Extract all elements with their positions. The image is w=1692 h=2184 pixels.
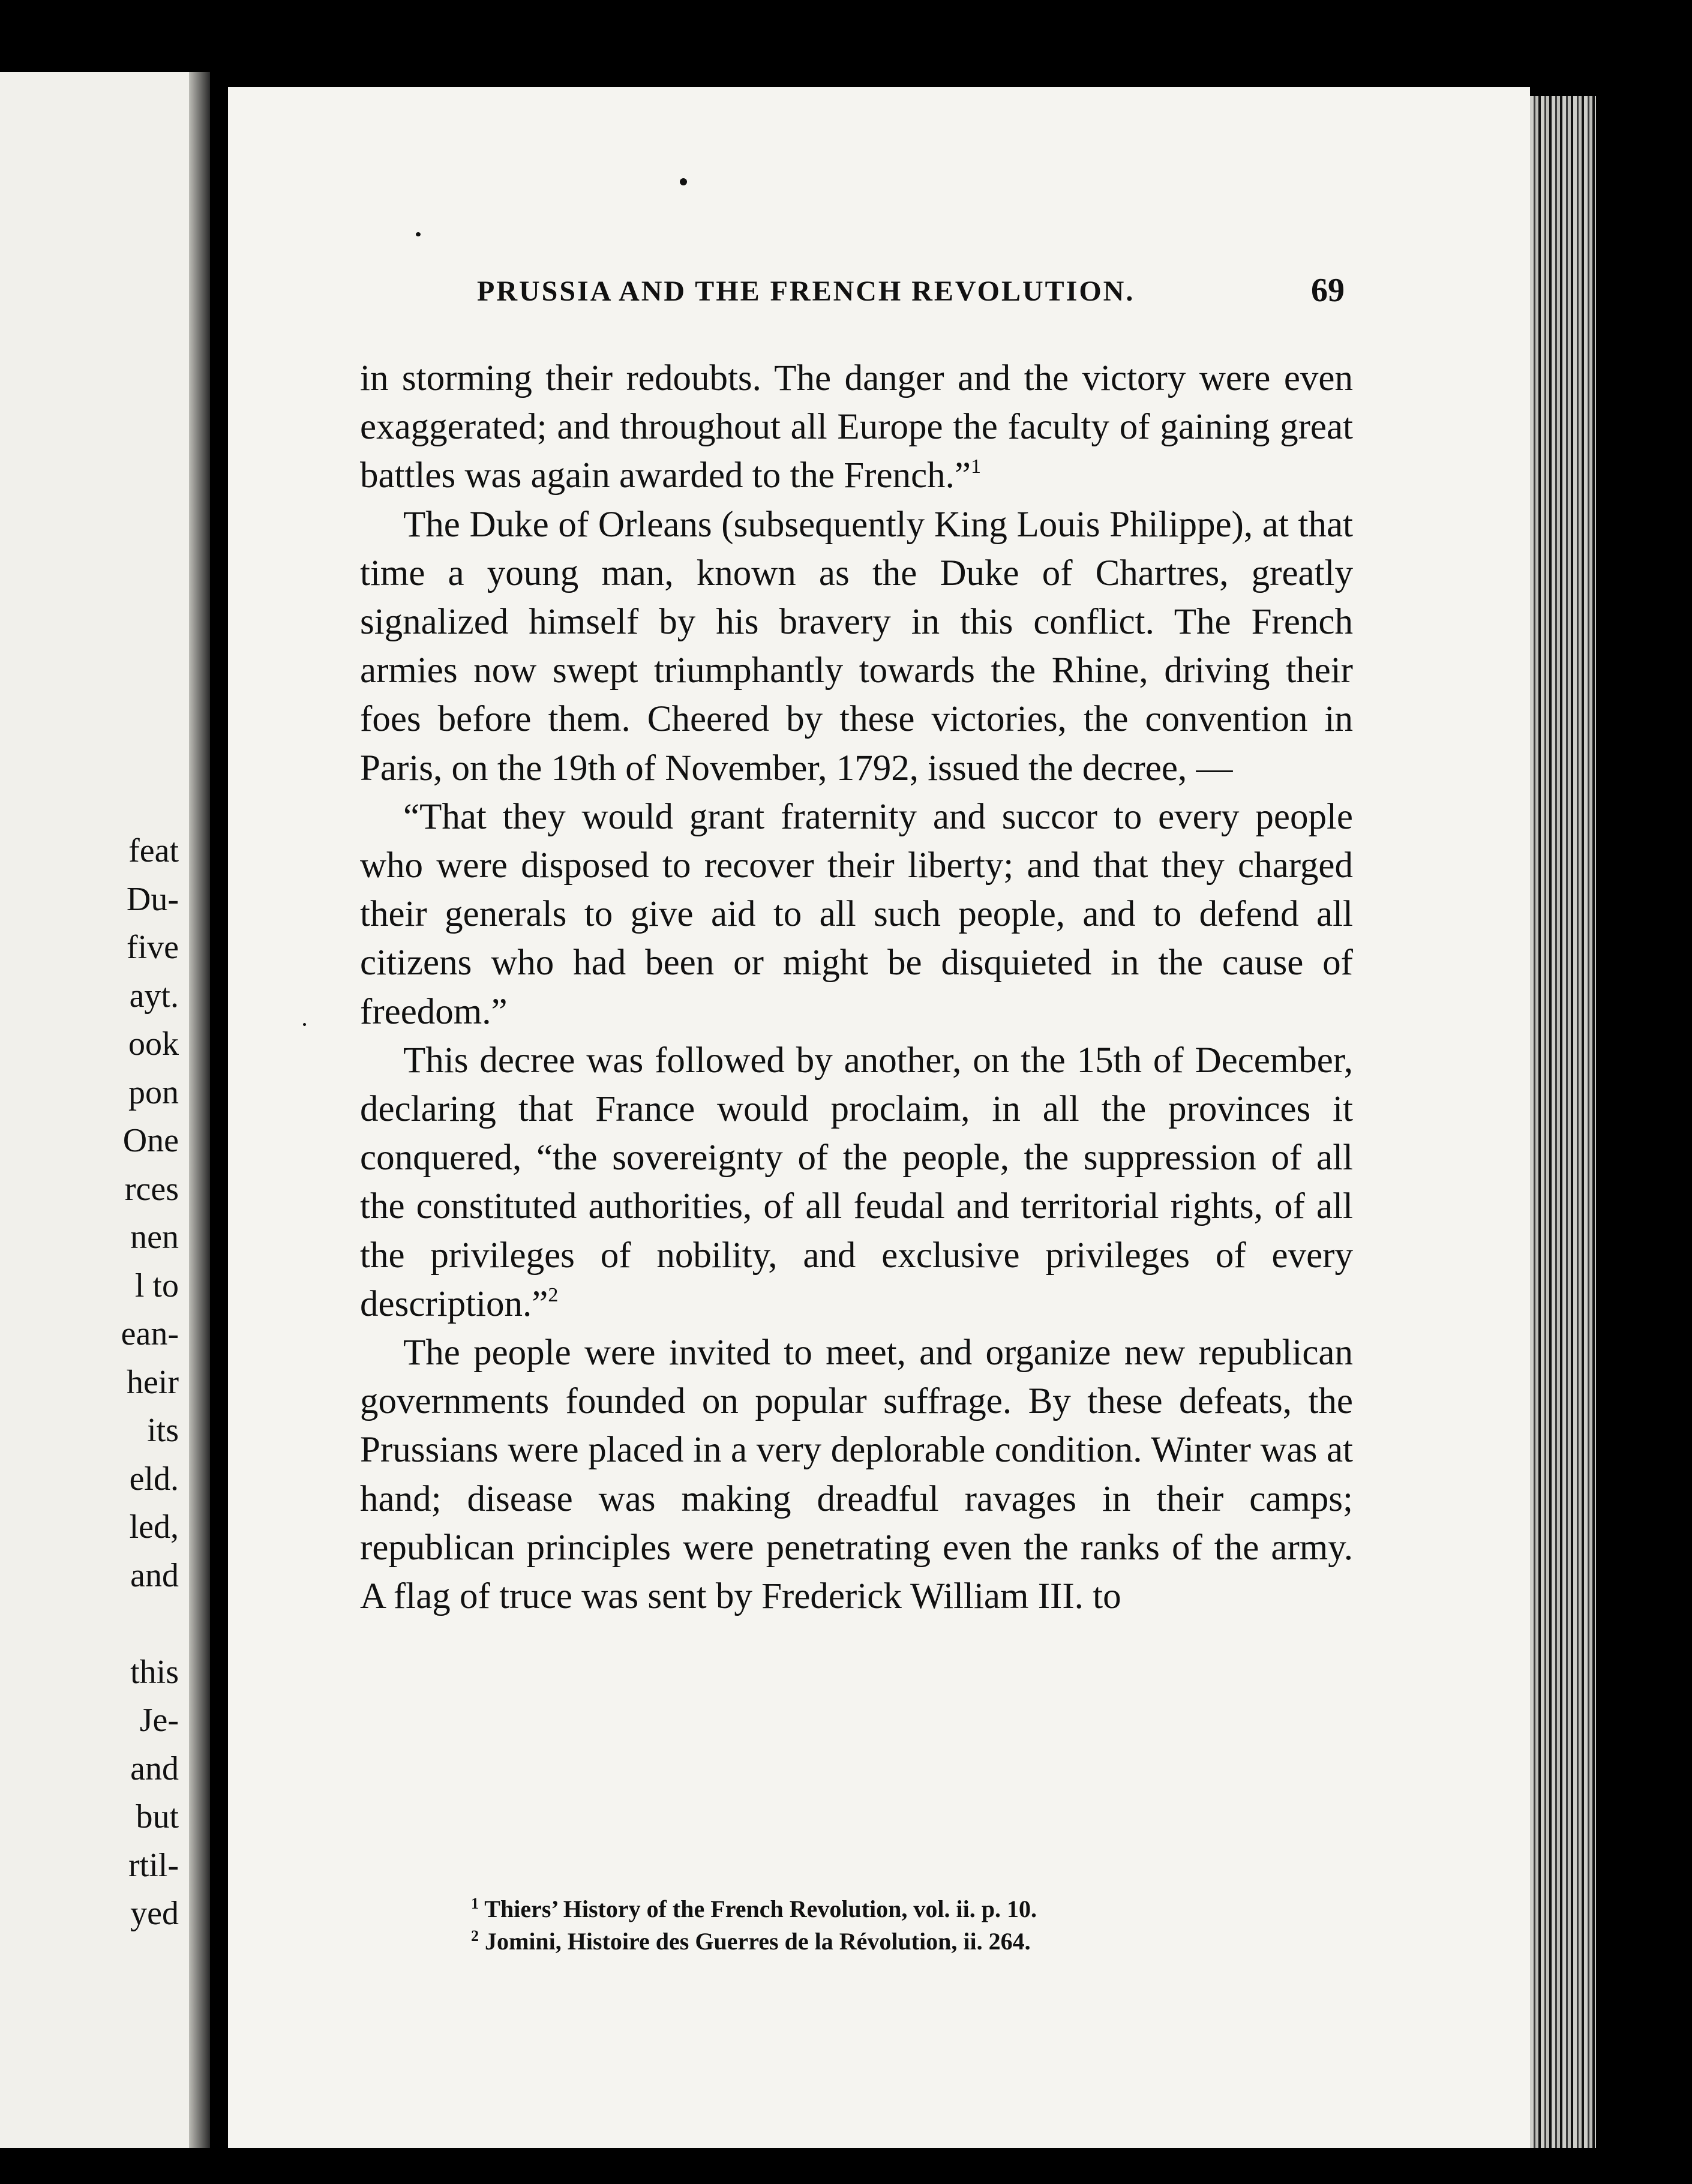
- left-fragment-line: but: [136, 1798, 179, 1835]
- left-fragment-line: pon: [128, 1073, 179, 1111]
- page-edges: [1530, 96, 1596, 2148]
- left-fragment-gap: [0, 1600, 179, 1648]
- left-fragment-line: rtil-: [128, 1846, 179, 1884]
- body-text: [360, 354, 1353, 1621]
- left-fragment-line: Du-: [126, 880, 179, 918]
- quote-text: “That they would grant fraternity and succor to every people who were disposed to recover their liberty; and that they charged their generals to give aid to all such people, and to defend all citizens who had been or might be disquieted in the cause of freedom.”: [360, 796, 1353, 1032]
- left-fragment-line: and: [130, 1750, 179, 1787]
- left-fragment-line: yed: [130, 1895, 179, 1932]
- footnote-mark: 1: [471, 1895, 479, 1912]
- paragraph-text: The people were invited to meet, and organize new republican governments founded on popular suffrage. By these defeats, the Prussians were placed in a very deplorable condition. Winter was at hand; disease was making dreadful ravages in their camps; republican principles were penetrating even the ranks of the army. A flag of truce was sent by Frederick William III. to: [360, 1333, 1353, 1617]
- paragraph: [360, 354, 1353, 500]
- left-fragment-line: its: [147, 1412, 179, 1449]
- left-fragment-line: this: [130, 1653, 179, 1691]
- left-fragment-line: rces: [124, 1170, 179, 1208]
- footnote: [471, 1893, 1371, 1925]
- paragraph: [360, 1328, 1353, 1621]
- running-head: PRUSSIA AND THE FRENCH REVOLUTION.: [477, 275, 1135, 307]
- footnote-text: Thiers’ History of the French Revolution, vol. ii. p. 10.: [484, 1895, 1037, 1922]
- left-fragment-line: feat: [128, 832, 179, 869]
- paragraph-text: in storming their redoubts. The danger and the victory were even exaggerated; and throughout all Europe the faculty of gaining great battles was again awarded to the French.”: [360, 358, 1353, 496]
- footnotes: [471, 1893, 1371, 1958]
- ink-speck: [416, 232, 421, 236]
- left-fragment-line: One: [122, 1122, 179, 1159]
- left-fragment-line: eld.: [129, 1460, 179, 1498]
- left-fragment-line: led,: [129, 1508, 179, 1546]
- left-fragment-line: ean-: [121, 1315, 179, 1352]
- footnote: [471, 1925, 1371, 1958]
- left-fragment-line: Je-: [139, 1702, 179, 1739]
- book-gutter: [210, 0, 228, 2184]
- page-number: 69: [1311, 272, 1345, 309]
- footnote-text: Jomini, Histoire des Guerres de la Révolution, ii. 264.: [485, 1928, 1031, 1955]
- ink-speck: [303, 1023, 306, 1026]
- left-fragment-line: five: [126, 929, 179, 966]
- footnote-reference: 1: [970, 455, 981, 478]
- left-fragment-line: l to: [134, 1267, 179, 1304]
- block-quote: [360, 793, 1353, 1036]
- footnote-mark: 2: [471, 1927, 479, 1945]
- ink-speck: [680, 178, 687, 185]
- left-fragment-line: heir: [126, 1363, 179, 1401]
- left-page-shadow: [189, 72, 210, 2148]
- left-page-text-fragments: [0, 827, 179, 1938]
- left-fragment-line: nen: [130, 1219, 179, 1256]
- left-fragment-line: ayt.: [129, 977, 179, 1015]
- left-fragment-line: ook: [128, 1025, 179, 1063]
- left-fragment-line: and: [130, 1556, 179, 1594]
- paragraph-text: The Duke of Orleans (subsequently King Louis Philippe), at that time a young man, known as the Duke of Chartres, greatly signalized himself by his bravery in this conflict. The French armies now swept triumphantly towards the Rhine, driving their foes before them. Cheered by these victories, the convention in Paris, on the 19th of November, 1792, issued the decree, —: [360, 504, 1353, 788]
- footnote-reference: 2: [548, 1283, 559, 1306]
- paragraph: [360, 500, 1353, 793]
- paragraph: [360, 1036, 1353, 1328]
- paragraph-text: This decree was followed by another, on the 15th of December, declaring that France would proclaim, in all the provinces it conquered, “the sovereignty of the people, the suppression of all the constituted authorities, of all feudal and territorial rights, of all the privileges of nobility, and exclusive privileges of every description.”: [360, 1040, 1353, 1324]
